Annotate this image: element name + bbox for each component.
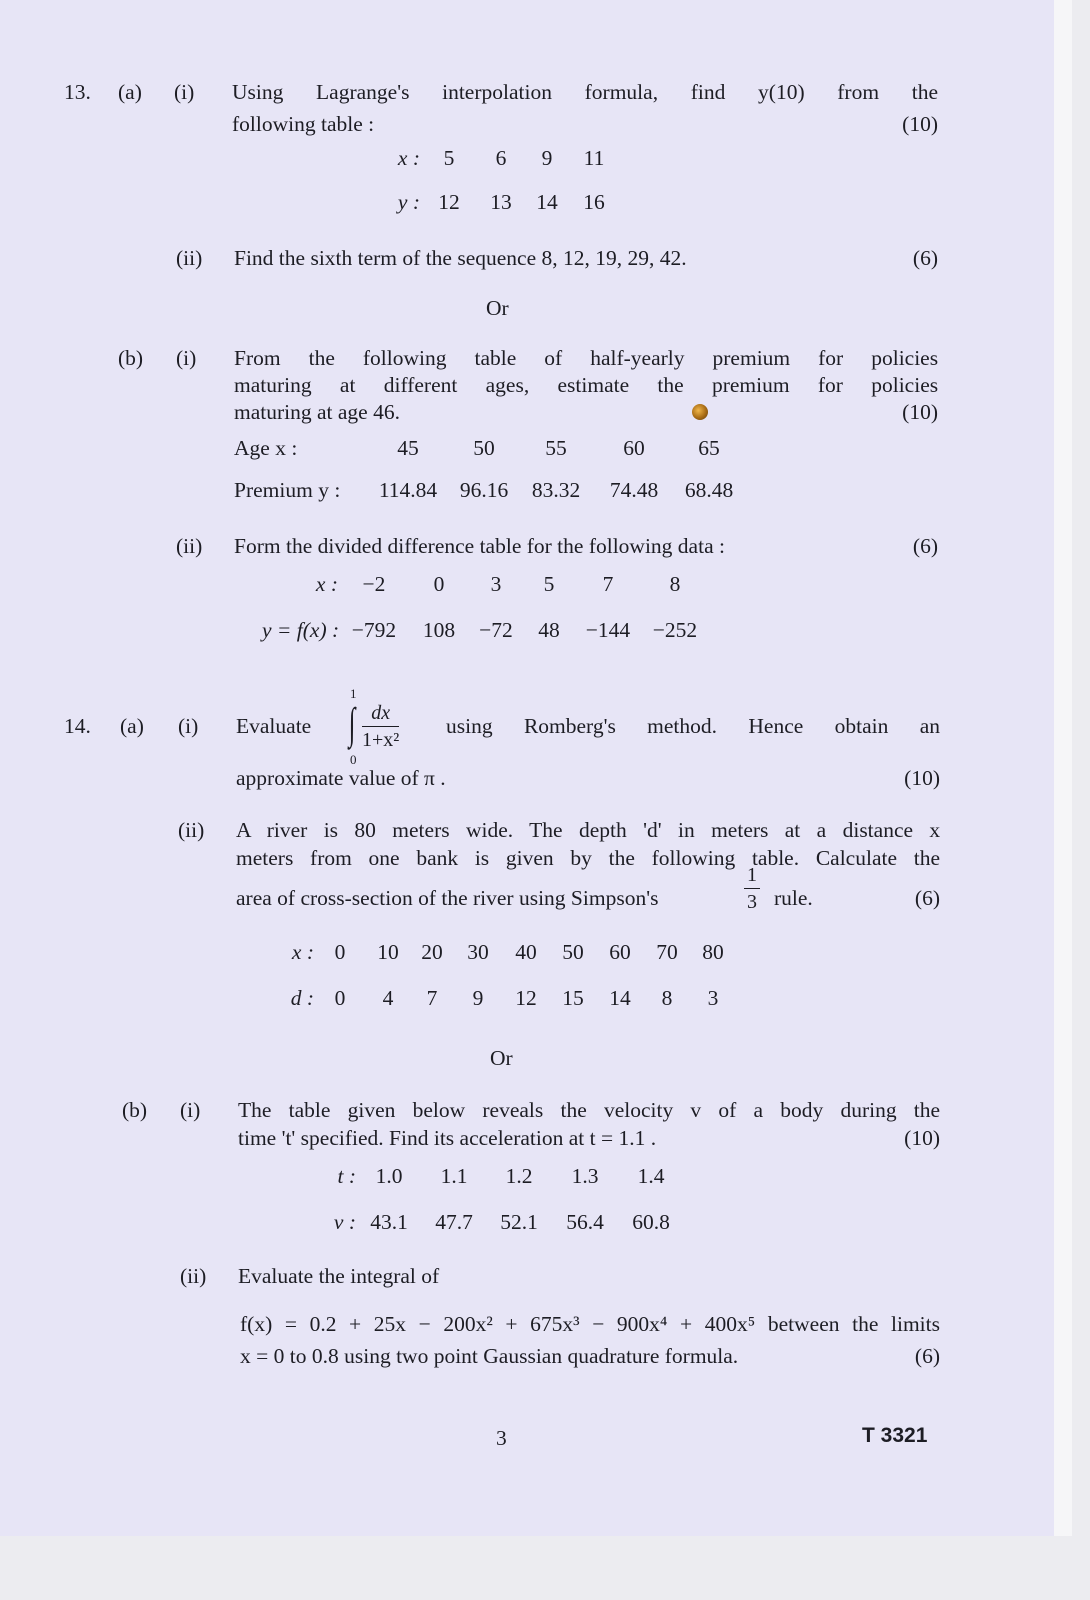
word: the — [560, 1098, 587, 1122]
table-cell: 52.1 — [500, 1210, 538, 1234]
table-row — [270, 938, 736, 966]
part-label: (b) — [118, 346, 144, 370]
word: bank — [416, 846, 459, 870]
q13b-ii-text: Form the divided difference table for the following data : — [234, 534, 725, 558]
table-cell: 43.1 — [370, 1210, 408, 1234]
table-cell: 20 — [421, 940, 443, 964]
marks: (6) — [912, 246, 938, 270]
table-cell: −252 — [652, 618, 698, 642]
word: Hence — [748, 714, 804, 738]
word: river — [266, 818, 308, 842]
table-label: x : — [291, 940, 314, 964]
word: table — [288, 1098, 331, 1122]
table-row — [262, 616, 708, 644]
table-cell: −792 — [351, 618, 397, 642]
subpart-label: (ii) — [180, 1264, 207, 1288]
paper-edge — [1054, 0, 1072, 1536]
or-separator: Or — [486, 296, 509, 320]
question-number: 13. — [64, 80, 91, 104]
word: Lagrange's — [316, 80, 410, 104]
word: from — [310, 846, 352, 870]
subpart-label: (ii) — [178, 818, 205, 842]
word: policies — [871, 373, 939, 397]
table-cell: 114.84 — [378, 478, 438, 502]
word: using — [446, 714, 493, 738]
table-row — [380, 188, 618, 216]
table-row — [380, 144, 618, 172]
word: find — [690, 80, 726, 104]
word: a — [753, 1098, 764, 1122]
table-cell: 7 — [426, 986, 438, 1010]
subpart-label: (i) — [178, 714, 199, 738]
q14a-i-line1-rest — [446, 712, 940, 740]
word: the — [608, 846, 635, 870]
marks: (6) — [914, 886, 940, 910]
table-cell: 14 — [609, 986, 631, 1010]
table-label: x : — [397, 146, 420, 170]
table-cell: 6 — [495, 146, 507, 170]
table-cell: 8 — [661, 986, 673, 1010]
table-cell: 14 — [536, 190, 558, 214]
subpart-label: (i) — [174, 80, 195, 104]
integral-lower-limit: 0 — [350, 752, 357, 767]
word: different — [383, 373, 458, 397]
word: 'd' — [643, 818, 662, 842]
word: below — [412, 1098, 466, 1122]
table-cell: −72 — [479, 618, 513, 642]
table-cell: 70 — [656, 940, 678, 964]
marks: (6) — [912, 534, 938, 558]
word: 80 — [354, 818, 376, 842]
table-cell: 96.16 — [459, 478, 509, 502]
table-cell: 1.3 — [571, 1164, 599, 1188]
q13b-i-line1 — [234, 344, 938, 372]
table-row — [314, 1208, 684, 1236]
word: an — [919, 714, 941, 738]
q14a-ii-rule-word: rule. — [774, 886, 813, 910]
table-label: y = f(x) : — [262, 618, 340, 642]
table-cell: 3 — [707, 986, 719, 1010]
word: by — [570, 846, 592, 870]
word: maturing — [234, 373, 312, 397]
word: method. — [647, 714, 718, 738]
page-number: 3 — [496, 1426, 507, 1450]
word: from — [837, 80, 880, 104]
word: The — [529, 818, 563, 842]
word: y(10) — [758, 80, 805, 104]
table-cell: 1.4 — [637, 1164, 665, 1188]
table-cell: 8 — [669, 572, 681, 596]
word: the — [852, 1312, 879, 1336]
word: estimate — [557, 373, 630, 397]
word: the — [913, 1098, 941, 1122]
q14b-ii-line2 — [240, 1310, 940, 1338]
table-cell: 13 — [490, 190, 512, 214]
word: premium — [711, 373, 790, 397]
q14b-i-line2: time 't' specified. Find its acceleration at t = 1.1 . — [238, 1126, 657, 1150]
word: Using — [232, 80, 284, 104]
q14b-ii-line3: x = 0 to 0.8 using two point Gaussian quadrature formula. — [240, 1344, 739, 1368]
word: velocity — [603, 1098, 674, 1122]
table-label: Premium y : — [234, 478, 341, 502]
subpart-label: (ii) — [176, 246, 203, 270]
word: the — [308, 346, 335, 370]
table-cell: 60 — [609, 940, 631, 964]
part-label: (a) — [118, 80, 142, 104]
table-row — [234, 434, 746, 462]
word: A — [236, 818, 251, 842]
word: during — [840, 1098, 897, 1122]
table-label: y : — [397, 190, 420, 214]
word: following — [651, 846, 736, 870]
q14b-ii-line1: Evaluate the integral of — [238, 1264, 440, 1288]
table-cell: 1.1 — [440, 1164, 468, 1188]
table-cell: 108 — [422, 618, 456, 642]
table-cell: 5 — [443, 146, 455, 170]
word: table — [474, 346, 517, 370]
table-row — [314, 1162, 684, 1190]
subpart-label: (ii) — [176, 534, 203, 558]
word: x — [929, 818, 941, 842]
table-cell: 55 — [545, 436, 567, 460]
word-evaluate: Evaluate — [236, 714, 312, 738]
word: policies — [871, 346, 939, 370]
table-cell: 11 — [583, 146, 605, 170]
word: The — [238, 1098, 272, 1122]
word: between — [767, 1312, 840, 1336]
q14b-i-line1 — [238, 1096, 940, 1124]
table-label: d : — [290, 986, 314, 1010]
table-cell: 0 — [433, 572, 445, 596]
marks: (10) — [902, 112, 938, 136]
table-label: Age x : — [234, 436, 298, 460]
table-cell: 50 — [562, 940, 584, 964]
table-cell: 60 — [623, 436, 645, 460]
marks: (6) — [914, 1344, 940, 1368]
table-cell: 7 — [602, 572, 614, 596]
table-cell: 3 — [490, 572, 502, 596]
fraction-numerator: dx — [362, 700, 399, 727]
word: given — [505, 846, 554, 870]
q13a-ii-text: Find the sixth term of the sequence 8, 12, 19, 29, 42. — [234, 246, 687, 270]
word: depth — [578, 818, 627, 842]
integral-expression — [346, 686, 446, 770]
word: table. — [751, 846, 800, 870]
word: f(x) = 0.2 + 25x − 200x² + 675x³ − 900x⁴ + 400x⁵ — [240, 1312, 756, 1336]
word: is — [323, 818, 339, 842]
word: one — [368, 846, 400, 870]
table-cell: 40 — [515, 940, 537, 964]
word: wide. — [465, 818, 514, 842]
part-label: (a) — [120, 714, 144, 738]
subpart-label: (i) — [180, 1098, 201, 1122]
table-cell: −2 — [362, 572, 386, 596]
or-separator: Or — [490, 1046, 513, 1070]
word: of — [544, 346, 563, 370]
word: meters — [711, 818, 769, 842]
word: the — [913, 846, 941, 870]
word: meters — [236, 846, 294, 870]
table-cell: 83.32 — [531, 478, 581, 502]
q14a-i-line2: approximate value of π . — [236, 766, 446, 790]
q13b-i-line2 — [234, 371, 938, 399]
table-cell: 30 — [467, 940, 489, 964]
fraction-numerator: 1 — [744, 862, 760, 889]
table-cell: 60.8 — [632, 1210, 670, 1234]
word: in — [677, 818, 695, 842]
word: interpolation — [442, 80, 552, 104]
stain-mark — [692, 404, 708, 420]
marks: (10) — [904, 1126, 940, 1150]
table-cell: 1.2 — [505, 1164, 533, 1188]
word: given — [347, 1098, 396, 1122]
word: Calculate — [815, 846, 898, 870]
fraction-denominator: 1+x² — [362, 729, 400, 751]
table-cell: 10 — [377, 940, 399, 964]
word: body — [780, 1098, 824, 1122]
word: for — [818, 346, 844, 370]
q14a-ii-line1 — [236, 816, 940, 844]
table-cell: 68.48 — [684, 478, 734, 502]
table-cell: 16 — [583, 190, 605, 214]
table-cell: 56.4 — [566, 1210, 604, 1234]
word: formula, — [584, 80, 659, 104]
word: following — [362, 346, 447, 370]
subpart-label: (i) — [176, 346, 197, 370]
word: reveals — [482, 1098, 544, 1122]
word: meters — [392, 818, 450, 842]
table-row — [262, 570, 708, 598]
question-number: 14. — [64, 714, 91, 738]
table-cell: 47.7 — [435, 1210, 473, 1234]
marks: (10) — [902, 400, 938, 424]
word: a — [816, 818, 827, 842]
table-cell: −144 — [585, 618, 631, 642]
table-label: t : — [337, 1164, 356, 1188]
word: premium — [712, 346, 791, 370]
word: obtain — [834, 714, 889, 738]
table-cell: 80 — [702, 940, 724, 964]
table-cell: 9 — [472, 986, 484, 1010]
integral-upper-limit: 1 — [350, 686, 357, 701]
table-cell: 4 — [382, 986, 394, 1010]
table-cell: 74.48 — [609, 478, 659, 502]
marks: (10) — [904, 766, 940, 790]
word: the — [911, 80, 938, 104]
table-cell: 65 — [698, 436, 720, 460]
word: the — [657, 373, 684, 397]
word: for — [817, 373, 843, 397]
table-cell: 9 — [541, 146, 553, 170]
q14a-ii-line3: area of cross-section of the river using Simpson's — [236, 886, 659, 910]
paper-code: T 3321 — [862, 1424, 928, 1447]
q14a-ii-line2 — [236, 844, 940, 872]
table-label: x : — [315, 572, 338, 596]
q13b-i-line3: maturing at age 46. — [234, 400, 400, 424]
table-cell: 15 — [562, 986, 584, 1010]
table-cell: 1.0 — [375, 1164, 403, 1188]
table-row — [234, 476, 746, 504]
word: limits — [891, 1312, 940, 1336]
table-cell: 48 — [538, 618, 560, 642]
word: Romberg's — [523, 714, 616, 738]
integral-sign: ∫ — [348, 699, 356, 748]
word: ages, — [485, 373, 530, 397]
q13a-i-line1 — [232, 78, 938, 106]
fraction-denominator: 3 — [747, 891, 757, 913]
q13a-i-line2: following table : — [232, 112, 375, 136]
table-cell: 50 — [473, 436, 495, 460]
table-row — [270, 984, 736, 1012]
table-cell: 12 — [515, 986, 537, 1010]
table-cell: 12 — [438, 190, 460, 214]
word: half-yearly — [590, 346, 685, 370]
part-label: (b) — [122, 1098, 148, 1122]
word: of — [718, 1098, 737, 1122]
table-label: v : — [333, 1210, 356, 1234]
table-cell: 0 — [334, 940, 346, 964]
simpson-fraction — [744, 862, 760, 915]
word: at — [784, 818, 801, 842]
word: v — [690, 1098, 702, 1122]
table-cell: 45 — [397, 436, 419, 460]
word: is — [474, 846, 490, 870]
table-cell: 0 — [334, 986, 346, 1010]
word: at — [339, 373, 356, 397]
word: From — [234, 346, 281, 370]
table-cell: 5 — [543, 572, 555, 596]
integral-fraction — [362, 700, 399, 753]
word: distance — [842, 818, 914, 842]
